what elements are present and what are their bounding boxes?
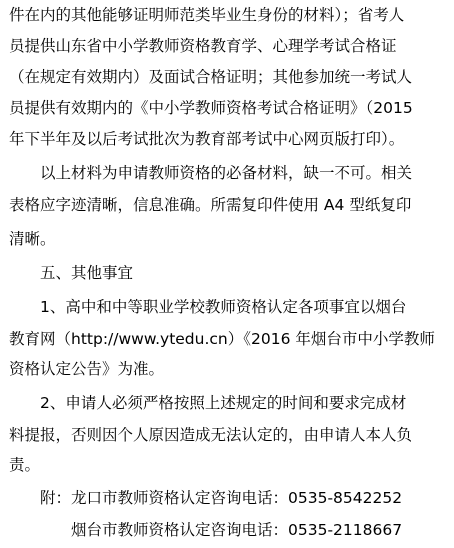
paragraph-line: 员提供山东省中小学教师资格教育学、心理学考试合格证	[9, 37, 397, 55]
contact-line-yantai: 烟台市教师资格认定咨询电话：0535-2118667	[9, 521, 403, 539]
paragraph-line: 责。	[9, 456, 41, 474]
paragraph-line: 表格应字迹清晰，信息准确。所需复印件使用 A4 型纸复印	[9, 196, 412, 214]
paragraph-line: 员提供有效期内的《中小学教师资格考试合格证明》（2015	[9, 99, 413, 117]
paragraph-line: 年下半年及以后考试批次为教育部考试中心网页版打印）。	[9, 130, 405, 148]
contact-line-longkou: 附：龙口市教师资格认定咨询电话：0535-8542252	[9, 489, 403, 507]
paragraph-line: 教育网（http://www.ytedu.cn）《2016 年烟台市中小学教师	[9, 330, 435, 348]
paragraph-line: 1、高中和中等职业学校教师资格认定各项事宜以烟台	[9, 298, 407, 316]
paragraph-line: 2、申请人必须严格按照上述规定的时间和要求完成材	[9, 394, 407, 412]
paragraph-line: 清晰。	[9, 230, 56, 248]
paragraph-line: 资格认定公告》为准。	[9, 360, 165, 378]
paragraph-line: 以上材料为申请教师资格的必备材料，缺一不可。相关	[9, 164, 413, 182]
paragraph-line: （在规定有效期内）及面试合格证明；其他参加统一考试人	[9, 68, 413, 86]
paragraph-line: 料提报，否则因个人原因造成无法认定的，由申请人本人负	[9, 426, 413, 444]
paragraph-line: 件在内的其他能够证明师范类毕业生身份的材料）；省考人	[9, 6, 405, 24]
section-heading: 五、其他事宜	[9, 264, 134, 282]
